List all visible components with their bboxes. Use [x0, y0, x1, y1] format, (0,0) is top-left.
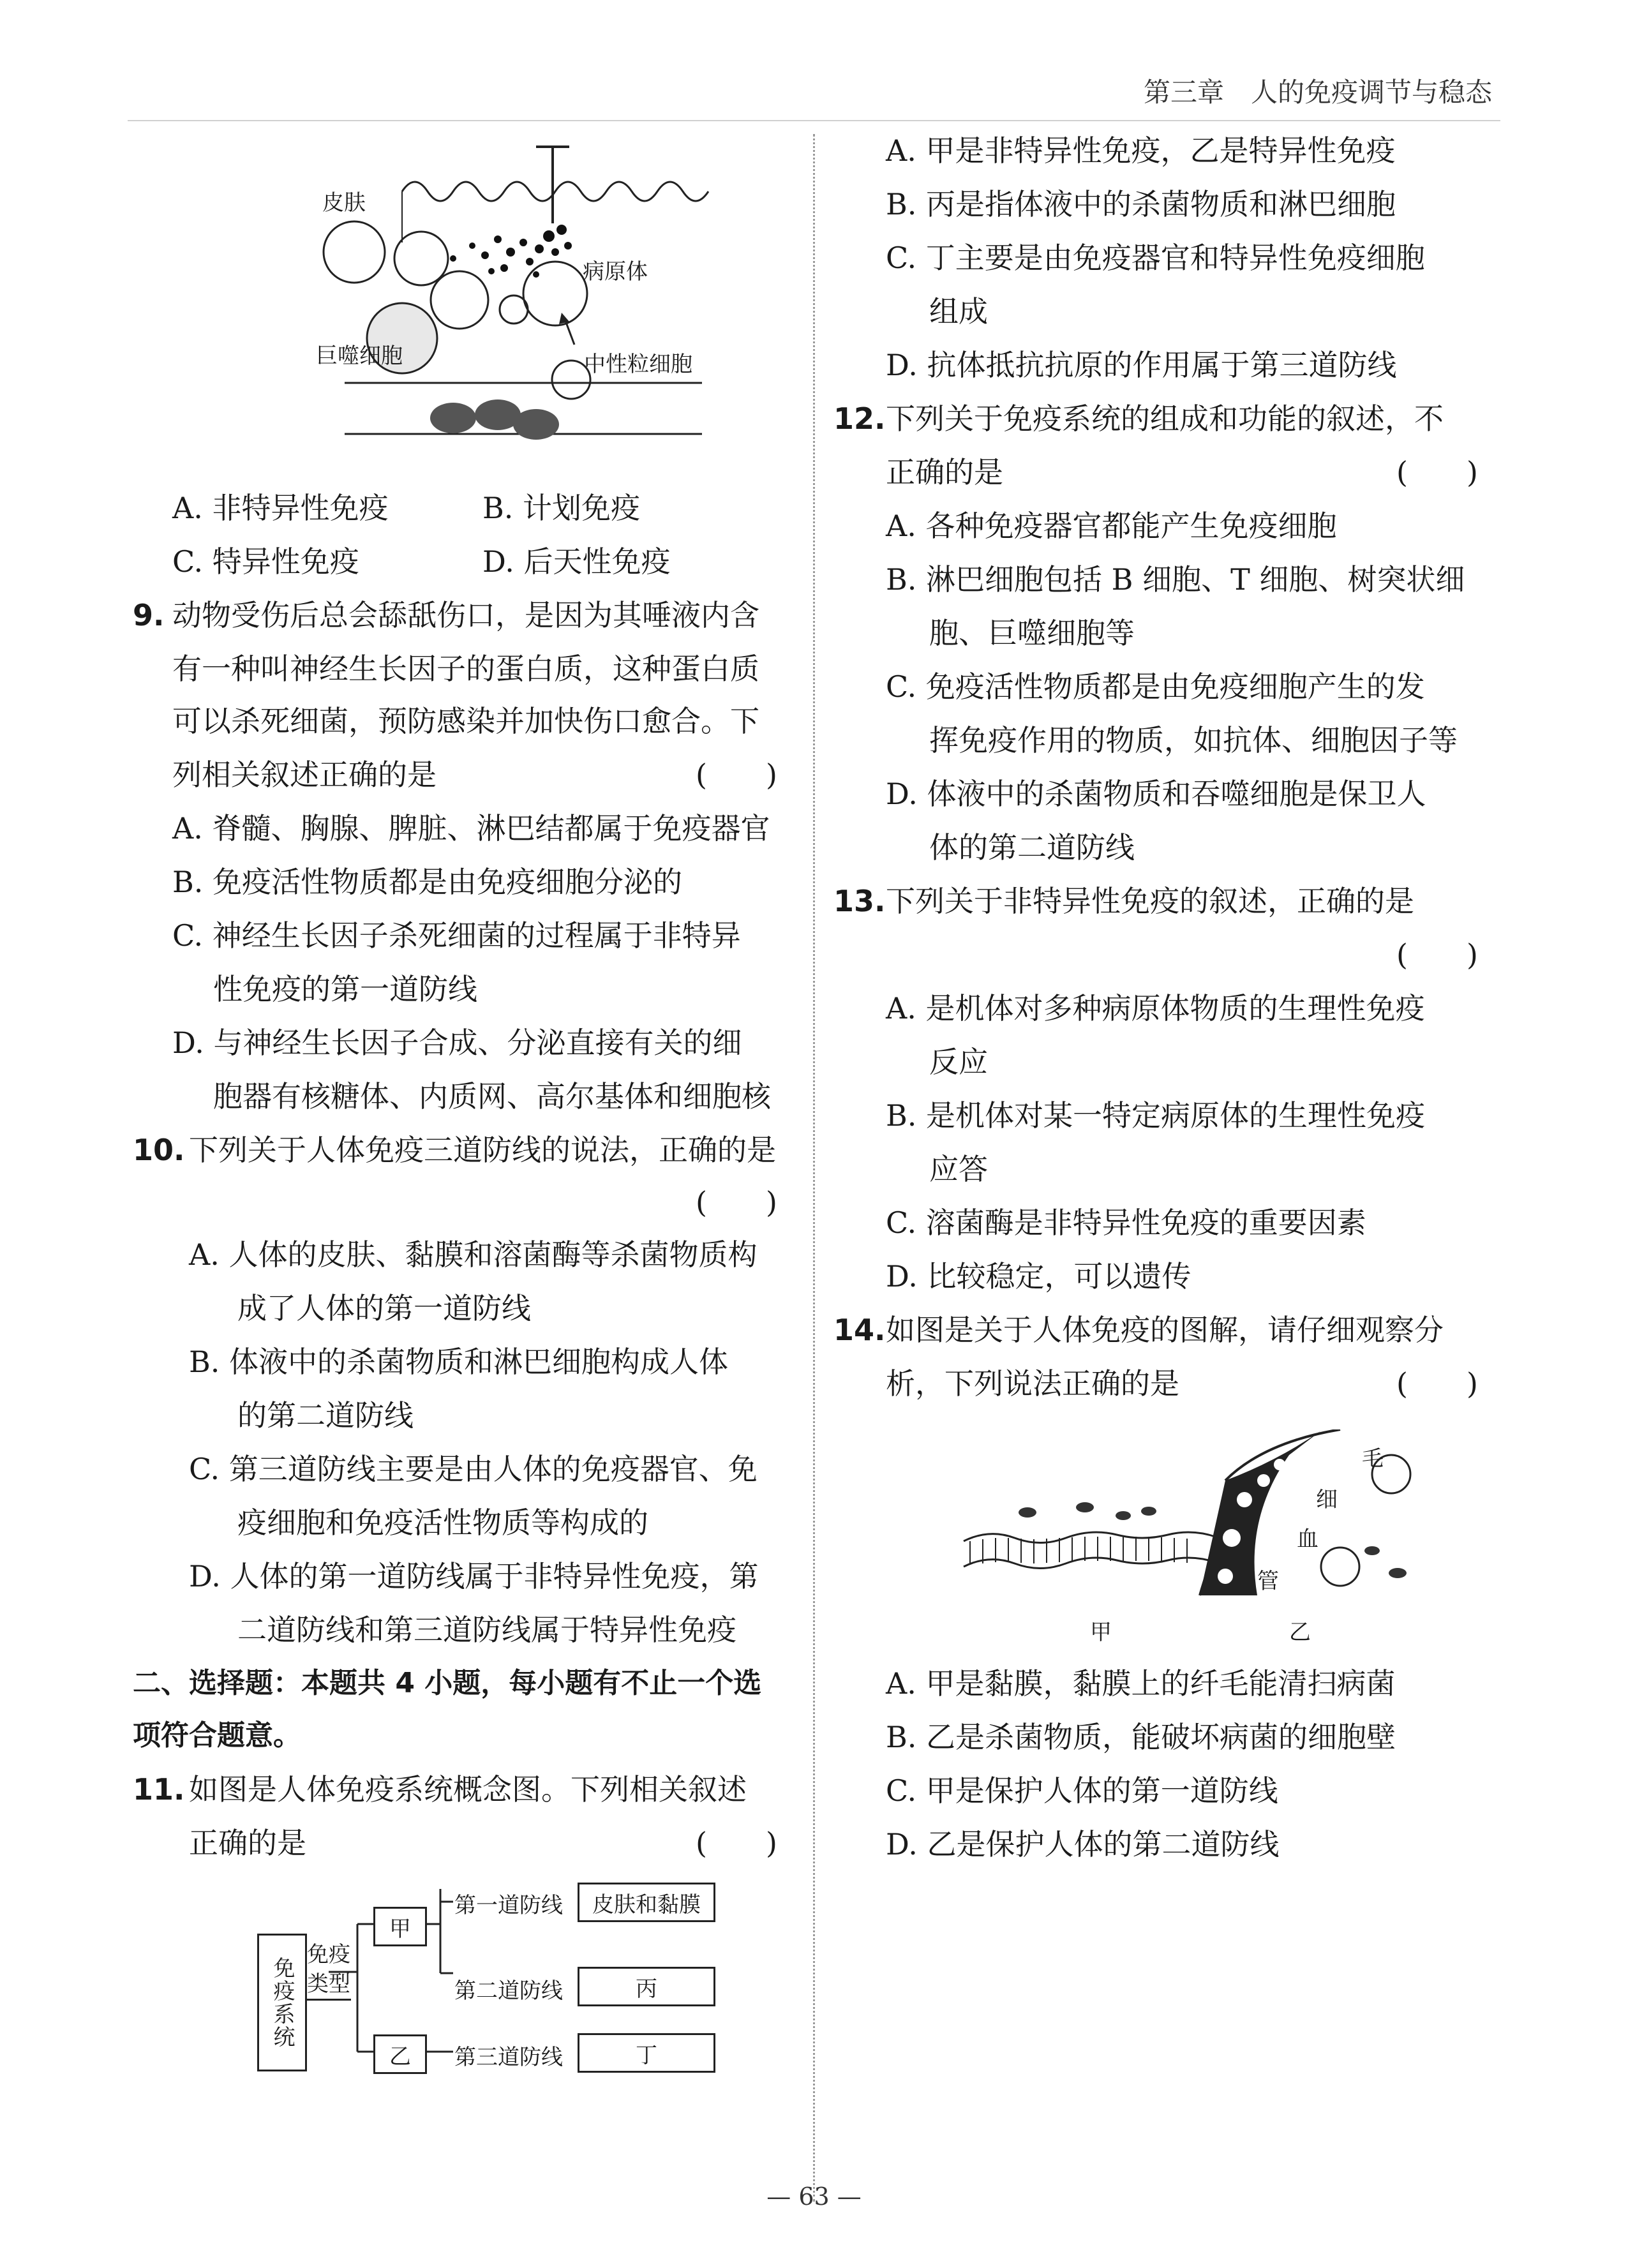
q11-option-b[interactable]: B. 丙是指体液中的杀菌物质和淋巴细胞 [886, 187, 1396, 221]
q12-option-d[interactable]: D. 体液中的杀菌物质和吞噬细胞是保卫人 [886, 777, 1426, 811]
q13-option-d[interactable]: D. 比较稳定，可以遗传 [886, 1259, 1191, 1294]
diagram-box-yi: 乙 [373, 2034, 427, 2074]
skin-illustration [306, 134, 740, 466]
diagram-label-line1: 第一道防线 [454, 1893, 563, 1918]
q9-option-c-cont: 性免疫的第一道防线 [213, 972, 477, 1006]
diagram-box-immune-system [257, 1934, 307, 2071]
q11-option-c[interactable]: C. 丁主要是由免疫器官和特异性免疫细胞 [886, 241, 1425, 275]
label-skin: 皮肤 [322, 190, 366, 216]
q12-option-d-cont: 体的第二道防线 [929, 830, 1135, 865]
diagram-label-line3: 第三道防线 [454, 2045, 563, 2070]
q13-number: 13. [833, 884, 886, 918]
page-number: — 63 — [766, 2182, 862, 2211]
q10-option-b-cont: 的第二道防线 [237, 1398, 414, 1433]
diagram-box-skin-mucosa: 皮肤和黏膜 [578, 1883, 715, 1922]
chapter-header: 第三章 人的免疫调节与稳态 [1143, 77, 1492, 108]
q13-answer-paren[interactable]: ( ) [1396, 937, 1478, 972]
q12-option-a[interactable]: A. 各种免疫器官都能产生免疫细胞 [886, 509, 1337, 543]
q13-option-b-cont: 应答 [929, 1152, 988, 1186]
q9-option-d-cont: 胞器有核糖体、内质网、高尔基体和细胞核 [213, 1079, 771, 1114]
diagram-label-type [306, 1940, 351, 2001]
label-macrophage: 巨噬细胞 [316, 343, 403, 369]
fig14-label-xi: 细 [1316, 1487, 1338, 1512]
q13-stem-line1: 下列关于非特异性免疫的叙述，正确的是 [886, 884, 1414, 918]
diagram-box-ding: 丁 [578, 2033, 715, 2073]
q10-number: 10. [133, 1133, 185, 1167]
q14-option-c[interactable]: C. 甲是保护人体的第一道防线 [886, 1773, 1278, 1808]
q14-stem-line1: 如图是关于人体免疫的图解，请仔细观察分 [886, 1313, 1444, 1347]
q8-option-a[interactable]: A. 非特异性免疫 [172, 491, 389, 525]
q14-number: 14. [833, 1313, 886, 1347]
diagram-label-line2: 第二道防线 [454, 1978, 563, 2004]
label-neutrophil: 中性粒细胞 [584, 352, 692, 377]
q8-option-d[interactable]: D. 后天性免疫 [482, 544, 671, 579]
q12-option-b[interactable]: B. 淋巴细胞包括 B 细胞、T 细胞、树突状细 [886, 562, 1465, 597]
q11-option-c-cont: 组成 [929, 294, 988, 329]
diagram-label-system: 免疫系统 [269, 1957, 295, 2048]
q9-option-c[interactable]: C. 神经生长因子杀死细菌的过程属于非特异 [172, 918, 741, 953]
diagram-box-jia: 甲 [373, 1907, 427, 1946]
mucosa-capillary-illustration [957, 1429, 1430, 1621]
q11-number: 11. [133, 1772, 185, 1807]
fig14-label-yi: 乙 [1289, 1620, 1311, 1645]
q10-option-c-cont: 疫细胞和免疫活性物质等构成的 [237, 1505, 648, 1540]
q11-answer-paren[interactable]: ( ) [696, 1826, 777, 1860]
q9-option-b[interactable]: B. 免疫活性物质都是由免疫细胞分泌的 [172, 865, 683, 899]
q12-answer-paren[interactable]: ( ) [1396, 455, 1478, 489]
q14-option-d[interactable]: D. 乙是保护人体的第二道防线 [886, 1827, 1280, 1861]
q10-option-d-cont: 二道防线和第三道防线属于特异性免疫 [237, 1613, 736, 1647]
fig14-label-guan: 管 [1257, 1569, 1279, 1594]
fig14-label-mao: 毛 [1362, 1446, 1384, 1472]
q13-option-a-cont: 反应 [929, 1045, 988, 1079]
q10-option-b[interactable]: B. 体液中的杀菌物质和淋巴细胞构成人体 [189, 1345, 729, 1379]
q10-stem-line1: 下列关于人体免疫三道防线的说法，正确的是 [189, 1133, 776, 1167]
diagram-box-bing: 丙 [578, 1967, 715, 2006]
q10-option-a[interactable]: A. 人体的皮肤、黏膜和溶菌酶等杀菌物质构 [189, 1237, 758, 1272]
q14-option-b[interactable]: B. 乙是杀菌物质，能破坏病菌的细胞壁 [886, 1720, 1396, 1754]
q12-number: 12. [833, 401, 886, 436]
q12-stem-line1: 下列关于免疫系统的组成和功能的叙述，不 [886, 401, 1444, 436]
figure-skin-pathogen [306, 134, 740, 466]
q13-option-b[interactable]: B. 是机体对某一特定病原体的生理性免疫 [886, 1098, 1426, 1133]
q9-number: 9. [133, 598, 165, 632]
q9-stem-line2: 有一种叫神经生长因子的蛋白质，这种蛋白质 [172, 652, 759, 686]
q9-option-d[interactable]: D. 与神经生长因子合成、分泌直接有关的细 [172, 1026, 742, 1060]
column-divider [813, 134, 815, 2202]
q11-option-a[interactable]: A. 甲是非特异性免疫，乙是特异性免疫 [886, 133, 1396, 168]
q10-option-d[interactable]: D. 人体的第一道防线属于非特异性免疫，第 [189, 1559, 759, 1593]
section2-heading: 二、选择题：本题共 4 小题，每小题有不止一个选 [133, 1667, 762, 1699]
fig14-label-jia: 甲 [1090, 1620, 1112, 1645]
q11-option-d[interactable]: D. 抗体抵抗抗原的作用属于第三道防线 [886, 348, 1397, 382]
q8-option-c[interactable]: C. 特异性免疫 [172, 544, 359, 579]
q11-stem-line1: 如图是人体免疫系统概念图。下列相关叙述 [189, 1772, 747, 1807]
q9-stem-line1: 动物受伤后总会舔舐伤口，是因为其唾液内含 [172, 598, 759, 632]
q14-figure [957, 1429, 1430, 1621]
diagram-type-text: 免疫类型 [307, 1942, 350, 1997]
q12-option-b-cont: 胞、巨噬细胞等 [929, 616, 1135, 650]
q14-option-a[interactable]: A. 甲是黏膜，黏膜上的纤毛能清扫病菌 [886, 1666, 1396, 1701]
q11-stem-line2: 正确的是 [189, 1826, 306, 1860]
q10-answer-paren[interactable]: ( ) [696, 1185, 777, 1220]
q9-stem-line4: 列相关叙述正确的是 [172, 757, 437, 792]
q12-stem-line2: 正确的是 [886, 455, 1003, 489]
header-rule [128, 120, 1500, 121]
q9-answer-paren[interactable]: ( ) [696, 757, 777, 792]
q9-stem-line3: 可以杀死细菌，预防感染并加快伤口愈合。下 [172, 704, 759, 738]
fig14-label-xue: 血 [1297, 1526, 1318, 1552]
q13-option-a[interactable]: A. 是机体对多种病原体物质的生理性免疫 [886, 991, 1425, 1026]
q12-option-c[interactable]: C. 免疫活性物质都是由免疫细胞产生的发 [886, 669, 1425, 704]
q9-option-a[interactable]: A. 脊髓、胸腺、脾脏、淋巴结都属于免疫器官 [172, 811, 770, 846]
q12-option-c-cont: 挥免疫作用的物质，如抗体、细胞因子等 [929, 723, 1458, 757]
q14-answer-paren[interactable]: ( ) [1396, 1366, 1478, 1401]
q10-option-a-cont: 成了人体的第一道防线 [237, 1291, 531, 1325]
label-pathogen: 病原体 [583, 259, 648, 285]
q14-stem-line2: 析，下列说法正确的是 [886, 1366, 1179, 1401]
q13-option-c[interactable]: C. 溶菌酶是非特异性免疫的重要因素 [886, 1205, 1366, 1240]
section2-heading-cont: 项符合题意。 [133, 1719, 301, 1752]
q8-option-b[interactable]: B. 计划免疫 [482, 491, 641, 525]
q10-option-c[interactable]: C. 第三道防线主要是由人体的免疫器官、免 [189, 1452, 758, 1486]
